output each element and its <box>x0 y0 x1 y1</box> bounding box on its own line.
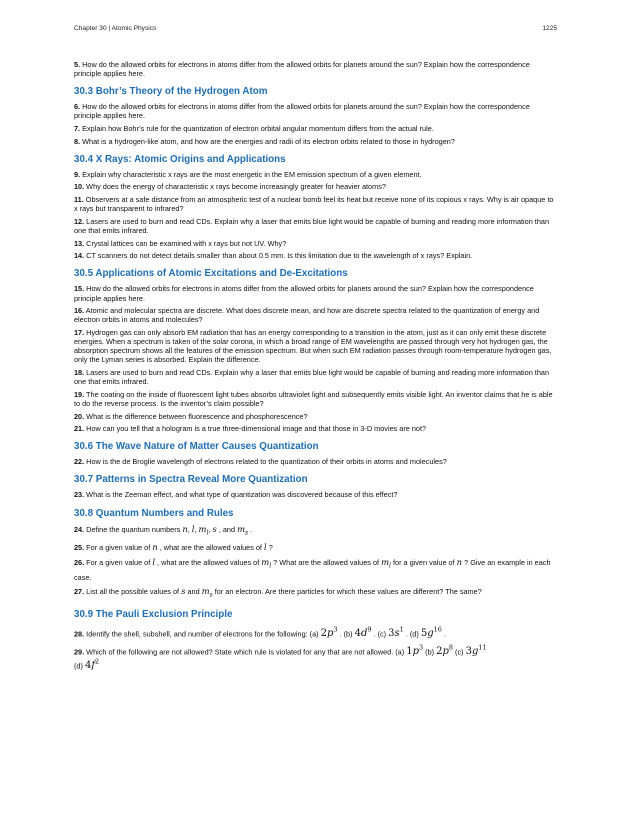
question-number: 21. <box>74 424 85 434</box>
question-text: What is a hydrogen-like atom, and how are the energies and radii of its electron orbits related to those in hydrogen? <box>80 136 455 146</box>
question-text: How is the de Broglie wavelength of electrons related to the quantization of their orbits in atoms and molecules? <box>84 457 447 467</box>
question-item <box>74 390 557 408</box>
question-item <box>74 368 557 386</box>
question-number: 5. <box>74 60 81 69</box>
question-text: CT scanners do not detect details smaller than about 0.5 mm. Is this limitation due to the wavelength of x rays? Explain. <box>84 251 473 261</box>
question-text: Hydrogen gas can only absorb EM radiation that has an energy corresponding to a transition in the atom, just as it can only emit these discrete energies. When a spectrum is taken of the solar corona, in which a broad range of EM wavelengths are passed through very hot hydrogen gas, the absorption spectrum shows all the features of the emission spectrum. But when such EM radiation passes through room-temperature hydrogen gas, only the Lyman series is absorbed. Explain the difference. <box>74 328 552 365</box>
question-number: 9. <box>74 169 81 179</box>
question-number: 13. <box>74 238 85 248</box>
question-number: 10. <box>74 182 85 192</box>
section-heading: 30.6 The Wave Nature of Matter Causes Quantization <box>74 441 319 453</box>
question-text: Explain why characteristic x rays are the most energetic in the EM emission spectrum of a given element. <box>80 169 422 179</box>
question-number: 6. <box>74 102 81 112</box>
question-text: Observers at a safe distance from an atmospheric test of a nuclear bomb feel its heat but receive none of its copious x rays. Why is air opaque to x rays but transparent to infrared? <box>74 195 554 214</box>
question-item <box>74 102 557 120</box>
chapter-title: Chapter 30 | Atomic Physics <box>74 25 157 32</box>
question-text: What is the Zeeman effect, and what type of quantization was discovered because of this effect? <box>84 490 398 500</box>
question-text: Why does the energy of characteristic x rays become increasingly greater for heavier atoms? <box>84 182 386 192</box>
question-number: 23. <box>74 490 85 500</box>
question-text: Lasers are used to burn and read CDs. Explain why a laser that emits blue light would be capable of burning and reading more information than one that emits infrared. <box>74 216 549 235</box>
question-text: Lasers are used to burn and read CDs. Explain why a laser that emits blue light would be capable of burning and reading more information than one that emits infrared. <box>74 368 549 387</box>
question-text: Explain how Bohr’s rule for the quantization of electron orbital angular momentum differs from the actual rule. <box>80 123 434 133</box>
question-item <box>74 182 557 191</box>
section-heading: 30.7 Patterns in Spectra Reveal More Quantization <box>74 474 308 486</box>
question-29: 29. Which of the following are not allowed? State which rule is violated for any that are not allowed. (a) $1p^3$ (b) $2p^8$ (c) $3g^{11}$ (d) $4f^2$ <box>74 643 487 672</box>
question-item <box>74 217 557 235</box>
question-item <box>74 284 557 302</box>
question-item <box>74 60 557 78</box>
page-number: 1225 <box>542 25 557 32</box>
questions-list <box>74 60 557 524</box>
question-item <box>74 251 557 260</box>
question-item <box>74 137 557 146</box>
question-number: 14. <box>74 251 85 261</box>
question-number: 8. <box>74 136 81 146</box>
question-item <box>74 170 557 179</box>
question-number: 22. <box>74 457 85 467</box>
question-27: 27. List all the possible values of s and $m_s$ for an electron. Are there particles for which these values are different? The same? <box>74 586 482 599</box>
question-28: 28. Identify the shell, subshell, and number of electrons for the following: (a) $2p^3$ . (b) $4d^9$ . (c) $3s^1$ . (d) $5g^{16}$ . <box>74 625 446 640</box>
question-item <box>74 306 557 324</box>
question-text: How do the allowed orbits for electrons in atoms differ from the allowed orbits for planets around the sun? Explain how the correspondence principle applies here. <box>74 102 530 121</box>
question-item <box>74 424 557 433</box>
question-text: How do the allowed orbits for electrons in atoms differ from the allowed orbits for planets around the sun? Explain how the correspondence principle applies here. <box>74 284 534 303</box>
question-text: How can you tell that a hologram is a true three-dimensional image and that those in 3-D movies are not? <box>84 424 427 434</box>
question-item <box>74 412 557 421</box>
question-text: What is the difference between fluorescence and phosphorescence? <box>84 411 308 421</box>
section-heading: 30.9 The Pauli Exclusion Principle <box>74 608 233 620</box>
questions-tail <box>74 524 557 675</box>
question-number: 15. <box>74 284 85 294</box>
question-number: 16. <box>74 306 85 316</box>
question-text: Atomic and molecular spectra are discrete. What does discrete mean, and how are discrete spectra related to the quantization of energy and electron orbits in atoms and molecules? <box>74 306 540 325</box>
question-item <box>74 457 557 466</box>
question-number: 17. <box>74 328 85 338</box>
section-heading: 30.3 Bohr’s Theory of the Hydrogen Atom <box>74 86 268 98</box>
question-26: 26. For a given value of l , what are the allowed values of $m_l$ ? What are the allowed values of $m_l$ for a given value of n ? Give an example in each case. <box>74 556 551 582</box>
question-item <box>74 124 557 133</box>
question-24: 24. Define the quantum numbers n, l, $m_l$, s , and $m_s$ . <box>74 524 253 537</box>
section-heading: 30.5 Applications of Atomic Excitations and De-Excitations <box>74 268 348 280</box>
question-text: How do the allowed orbits for electrons in atoms differ from the allowed orbits for planets around the sun? Explain how the correspondence principle applies here. <box>74 60 530 79</box>
question-item <box>74 195 557 213</box>
question-number: 11. <box>74 195 84 205</box>
section-heading: 30.8 Quantum Numbers and Rules <box>74 507 234 519</box>
question-number: 7. <box>74 123 81 133</box>
question-number: 18. <box>74 368 85 377</box>
question-item <box>74 239 557 248</box>
question-text: Crystal lattices can be examined with x rays but not UV. Why? <box>84 238 287 248</box>
question-25: 25. For a given value of n , what are the allowed values of l ? <box>74 542 273 553</box>
question-number: 12. <box>74 216 85 226</box>
question-text: The coating on the inside of fluorescent light tubes absorbs ultraviolet light and subsequently emits visible light. An inventor claims that he is able to do the reverse process. Is the inventor’s claim possible? <box>74 389 553 408</box>
question-item <box>74 328 557 364</box>
question-item <box>74 490 557 499</box>
question-number: 19. <box>74 389 85 399</box>
section-heading: 30.4 X Rays: Atomic Origins and Applications <box>74 153 286 165</box>
question-number: 20. <box>74 411 85 421</box>
